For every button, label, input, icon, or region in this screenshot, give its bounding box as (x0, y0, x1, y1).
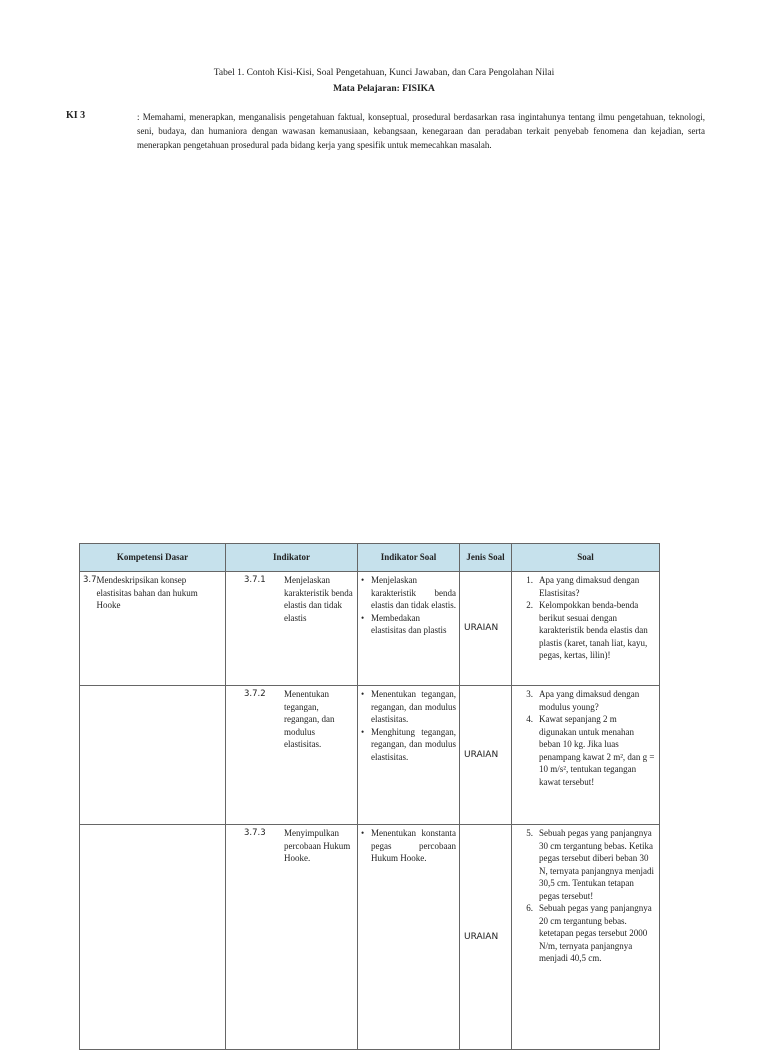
table-header-row (80, 544, 660, 572)
indikator-cell (226, 572, 358, 686)
kompetensi-dasar-cell (80, 572, 226, 686)
header-indikator-soal: Indikator Soal (358, 544, 460, 572)
soal-cell (512, 686, 660, 825)
header-kompetensi-dasar: Kompetensi Dasar (80, 544, 226, 572)
indikator-cell (226, 686, 358, 825)
indikator-soal-cell (358, 825, 460, 1050)
soal-cell (512, 825, 660, 1050)
question-item: 2. Kelompokkan benda-benda berikut sesuai dengan karakteristik benda elastis dan plastis (karet, tanah liat, kayu, pegas, kertas, lilin)! (526, 600, 648, 660)
jenis-soal-cell: URAIAN (460, 572, 512, 686)
indikator-soal-cell (358, 572, 460, 686)
indikator-text: Menjelaskan karakteristik benda elastis dan tidak elastis (284, 575, 353, 623)
jenis-soal-cell: URAIAN (460, 825, 512, 1050)
header-jenis-soal: Jenis Soal (460, 544, 512, 572)
question-item: 4. Kawat sepanjang 2 m digunakan untuk menahan beban 10 kg. Jika luas penampang kawat 2 m², dan g = 10 m/s², tentukan tegangan kawat tersebut! (526, 714, 655, 787)
indikator-number: 3.7.3 (244, 828, 266, 838)
kd-number: 3.7 (83, 575, 97, 585)
header-indikator: Indikator (226, 544, 358, 572)
indikator-number: 3.7.1 (244, 575, 266, 585)
list-item: • Membedakan elastisitas dan plastis (361, 612, 447, 635)
subject-title: Mata Pelajaran: FISIKA (333, 84, 435, 94)
question-item: 5. Sebuah pegas yang panjangnya 30 cm tergantung bebas. Ketika pegas tersebut diberi beban 30 N, ternyata panjangnya menjadi 30,5 cm. Tentukan tetapan pegas tersebut! (526, 828, 654, 901)
question-item: 6. Sebuah pegas yang panjangnya 20 cm tergantung bebas. ketetapan pegas tersebut 2000 N/m, ternyata panjangnya menjadi 40,5 cm. (526, 903, 652, 963)
table-row (80, 686, 660, 825)
list-item: • Menghitung tegangan, regangan, dan modulus elastisitas. (361, 726, 456, 762)
indikator-text: Menyimpulkan percobaan Hukum Hooke. (284, 828, 351, 863)
question-item: 1. Apa yang dimaksud dengan Elastisitas? (526, 575, 640, 598)
indikator-number: 3.7.2 (244, 689, 266, 699)
ki-description: : Memahami, menerapkan, menganalisis pengetahuan faktual, konseptual, prosedural berdasarkan rasa ingintahunya tentang ilmu pengetahuan, teknologi, seni, budaya, dan humaniora dengan wawasan kemanusiaan, kebangsaan, kenegaraan dan peradaban terkait penyebab fenomena dan kejadian, serta menerapkan pengetahuan prosedural pada bidang kerja yang spesifik untuk memecahkan masalah. (137, 112, 705, 150)
header-soal: Soal (512, 544, 660, 572)
soal-cell (512, 572, 660, 686)
kd-text: Mendeskripsikan konsep elastisitas bahan dan hukum Hooke (96, 575, 198, 610)
table-caption: Tabel 1. Contoh Kisi-Kisi, Soal Pengetahuan, Kunci Jawaban, dan Cara Pengolahan Nilai (213, 68, 555, 78)
jenis-soal-cell: URAIAN (460, 686, 512, 825)
indikator-soal-cell (358, 686, 460, 825)
ki-label: KI 3 (66, 110, 86, 121)
indikator-cell (226, 825, 358, 1050)
list-item: • Menentukan tegangan, regangan, dan modulus elastisitas. (361, 689, 456, 724)
indikator-text: Menentukan tegangan, regangan, dan modulus elastisitas. (284, 689, 335, 749)
table-row (80, 572, 660, 686)
kompetensi-dasar-cell (80, 825, 226, 1050)
question-item: 3. Apa yang dimaksud dengan modulus young? (526, 689, 640, 712)
list-item: • Menentukan konstanta pegas percobaan Hukum Hooke. (361, 828, 456, 863)
kompetensi-dasar-cell (80, 686, 226, 825)
table-row (80, 825, 660, 1050)
kisi-kisi-table (79, 543, 660, 1050)
list-item: • Menjelaskan karakteristik benda elastis dan tidak elastis. (361, 575, 456, 610)
